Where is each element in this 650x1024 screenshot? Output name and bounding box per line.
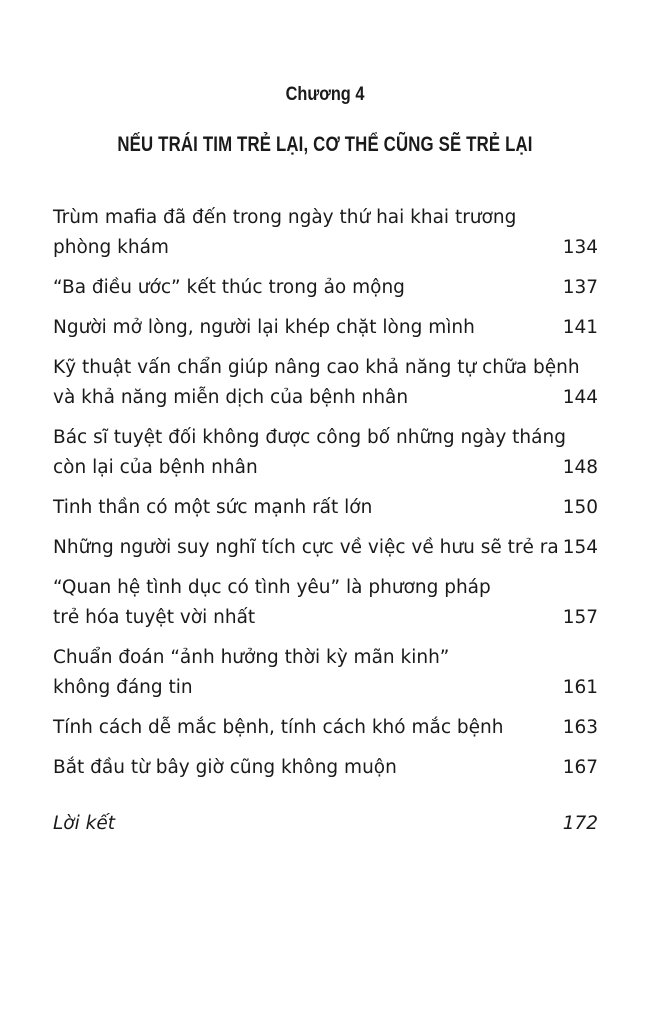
toc-entry-page: 150 [562,497,598,518]
toc-entry-text: Bác sĩ tuyệt đối không được công bố những ngày tháng [53,427,566,448]
toc-entry-text: trẻ hóa tuyệt vời nhất [53,607,256,628]
toc-entry-page: 134 [562,237,598,258]
toc-entry [53,573,598,633]
toc-entry-text: Chuẩn đoán “ảnh hưởng thời kỳ mãn kinh” [53,647,450,668]
toc-entry [53,493,598,523]
toc-entry [53,273,598,303]
toc-entry [53,753,598,783]
toc-entry-page: 141 [562,317,598,338]
toc-entry-page: 161 [562,677,598,698]
chapter-title: NẾU TRÁI TIM TRẺ LẠI, CƠ THỂ CŨNG SẼ TRẺ LẠI [117,133,533,156]
toc-entry-text: Tinh thần có một sức mạnh rất lớn [53,497,373,518]
toc-entry-text: “Ba điều ước” kết thúc trong ảo mộng [53,277,405,298]
toc-epilogue-title: Lời kết [53,813,115,834]
chapter-label: Chương 4 [285,84,365,105]
toc-entry [53,353,598,413]
toc-entry [53,533,598,563]
toc-entry-text: Những người suy nghĩ tích cực về việc về hưu sẽ trẻ ra [53,537,559,558]
toc-entry-page: 137 [562,277,598,298]
toc-entry-text: và khả năng miễn dịch của bệnh nhân [53,387,409,408]
toc-entry-text: Bắt đầu từ bây giờ cũng không muộn [53,757,397,778]
toc-entry [53,423,598,483]
toc-entry-page: 163 [562,717,598,738]
toc-entry-text: Người mở lòng, người lại khép chặt lòng mình [53,317,475,338]
toc-entry-text: còn lại của bệnh nhân [53,457,258,478]
toc-entry [53,313,598,343]
toc-entry-page: 167 [562,757,598,778]
toc-entry-page: 157 [562,607,598,628]
toc-entry [53,643,598,703]
toc-epilogue [53,809,598,839]
toc-entry-text: Trùm mafia đã đến trong ngày thứ hai khai trương [53,207,517,228]
toc-entry-page: 144 [562,387,598,408]
toc-entry [53,713,598,743]
toc-entry-text: không đáng tin [53,677,193,698]
toc-entry-text: phòng khám [53,237,169,258]
toc-entry-page: 154 [562,537,598,558]
toc-entry-text: Kỹ thuật vấn chẩn giúp nâng cao khả năng tự chữa bệnh [53,357,580,378]
toc-entry-text: Tính cách dễ mắc bệnh, tính cách khó mắc bệnh [53,717,504,738]
toc-entry [53,203,598,263]
toc-entry-text: “Quan hệ tình dục có tình yêu” là phương pháp [53,577,491,598]
toc-epilogue-page: 172 [562,813,598,834]
toc-entry-page: 148 [562,457,598,478]
